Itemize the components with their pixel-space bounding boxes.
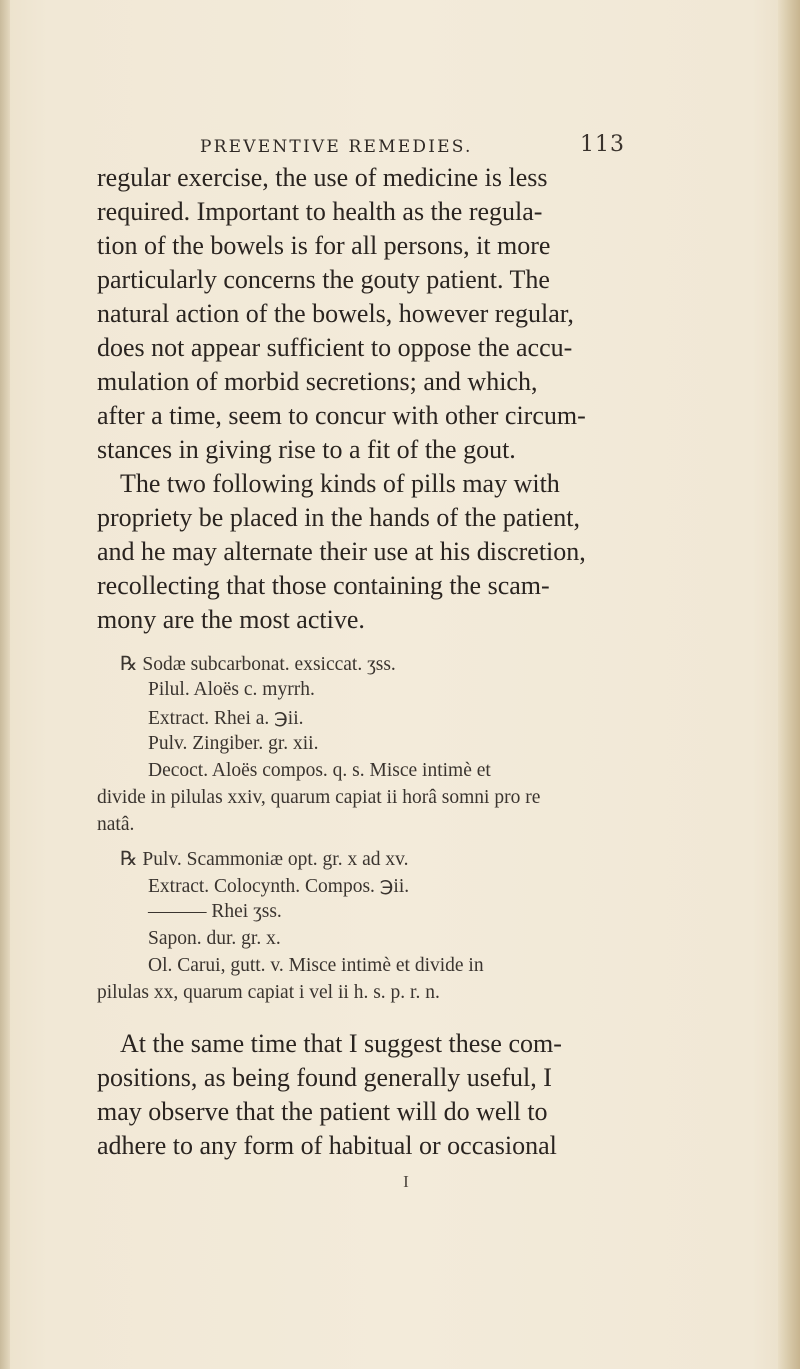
text-line: adhere to any form of habitual or occasional [97, 1131, 557, 1160]
text-line: positions, as being found generally useful, I [97, 1063, 552, 1092]
text-line: after a time, seem to concur with other circum- [97, 401, 586, 430]
text-line: propriety be placed in the hands of the patient, [97, 503, 581, 532]
text-line: required. Important to health as the regula- [97, 197, 543, 226]
text-line: tion of the bowels is for all persons, it more [97, 231, 551, 260]
text-line: The two following kinds of pills may with [120, 469, 560, 498]
text-line: regular exercise, the use of medicine is less [97, 163, 548, 192]
text-line: At the same time that I suggest these com- [120, 1029, 562, 1058]
prescription-line: ℞ Sodæ subcarbonat. exsiccat. ʒss. [120, 654, 396, 675]
text-line: stances in giving rise to a fit of the gout. [97, 435, 516, 464]
text-line: natural action of the bowels, however regular, [97, 299, 574, 328]
prescription-line: ——— Rhei ʒss. [148, 901, 282, 922]
running-title: PREVENTIVE REMEDIES. [200, 137, 473, 157]
text-line: particularly concerns the gouty patient. The [97, 265, 550, 294]
prescription-line: ℞ Pulv. Scammoniæ opt. gr. x ad xv. [120, 849, 409, 870]
text-line: recollecting that those containing the scam- [97, 571, 550, 600]
prescription-line: Extract. Colocynth. Compos. ℈ii. [148, 876, 410, 897]
page-number: 113 [580, 132, 625, 157]
text-line: mulation of morbid secretions; and which, [97, 367, 538, 396]
prescription-line: natâ. [97, 814, 135, 835]
prescription-line: divide in pilulas xxiv, quarum capiat ii horâ somni pro re [97, 787, 541, 808]
prescription-line: Decoct. Aloës compos. q. s. Misce intimè et [148, 760, 491, 781]
prescription-line: Pulv. Zingiber. gr. xii. [148, 733, 319, 754]
text-line: and he may alternate their use at his discretion, [97, 537, 586, 566]
page-edge-right [778, 0, 800, 1369]
prescription-line: Extract. Rhei a. ℈ii. [148, 708, 304, 729]
signature-mark: I [403, 1172, 409, 1191]
text-line: may observe that the patient will do well to [97, 1097, 548, 1126]
text-line: does not appear sufficient to oppose the accu- [97, 333, 573, 362]
page-gutter-shadow [0, 0, 10, 1369]
prescription-line: pilulas xx, quarum capiat i vel ii h. s. p. r. n. [97, 982, 440, 1003]
text-line: mony are the most active. [97, 605, 365, 634]
prescription-line: Pilul. Aloës c. myrrh. [148, 679, 315, 700]
prescription-line: Sapon. dur. gr. x. [148, 928, 281, 949]
prescription-line: Ol. Carui, gutt. v. Misce intimè et divide in [148, 955, 484, 976]
